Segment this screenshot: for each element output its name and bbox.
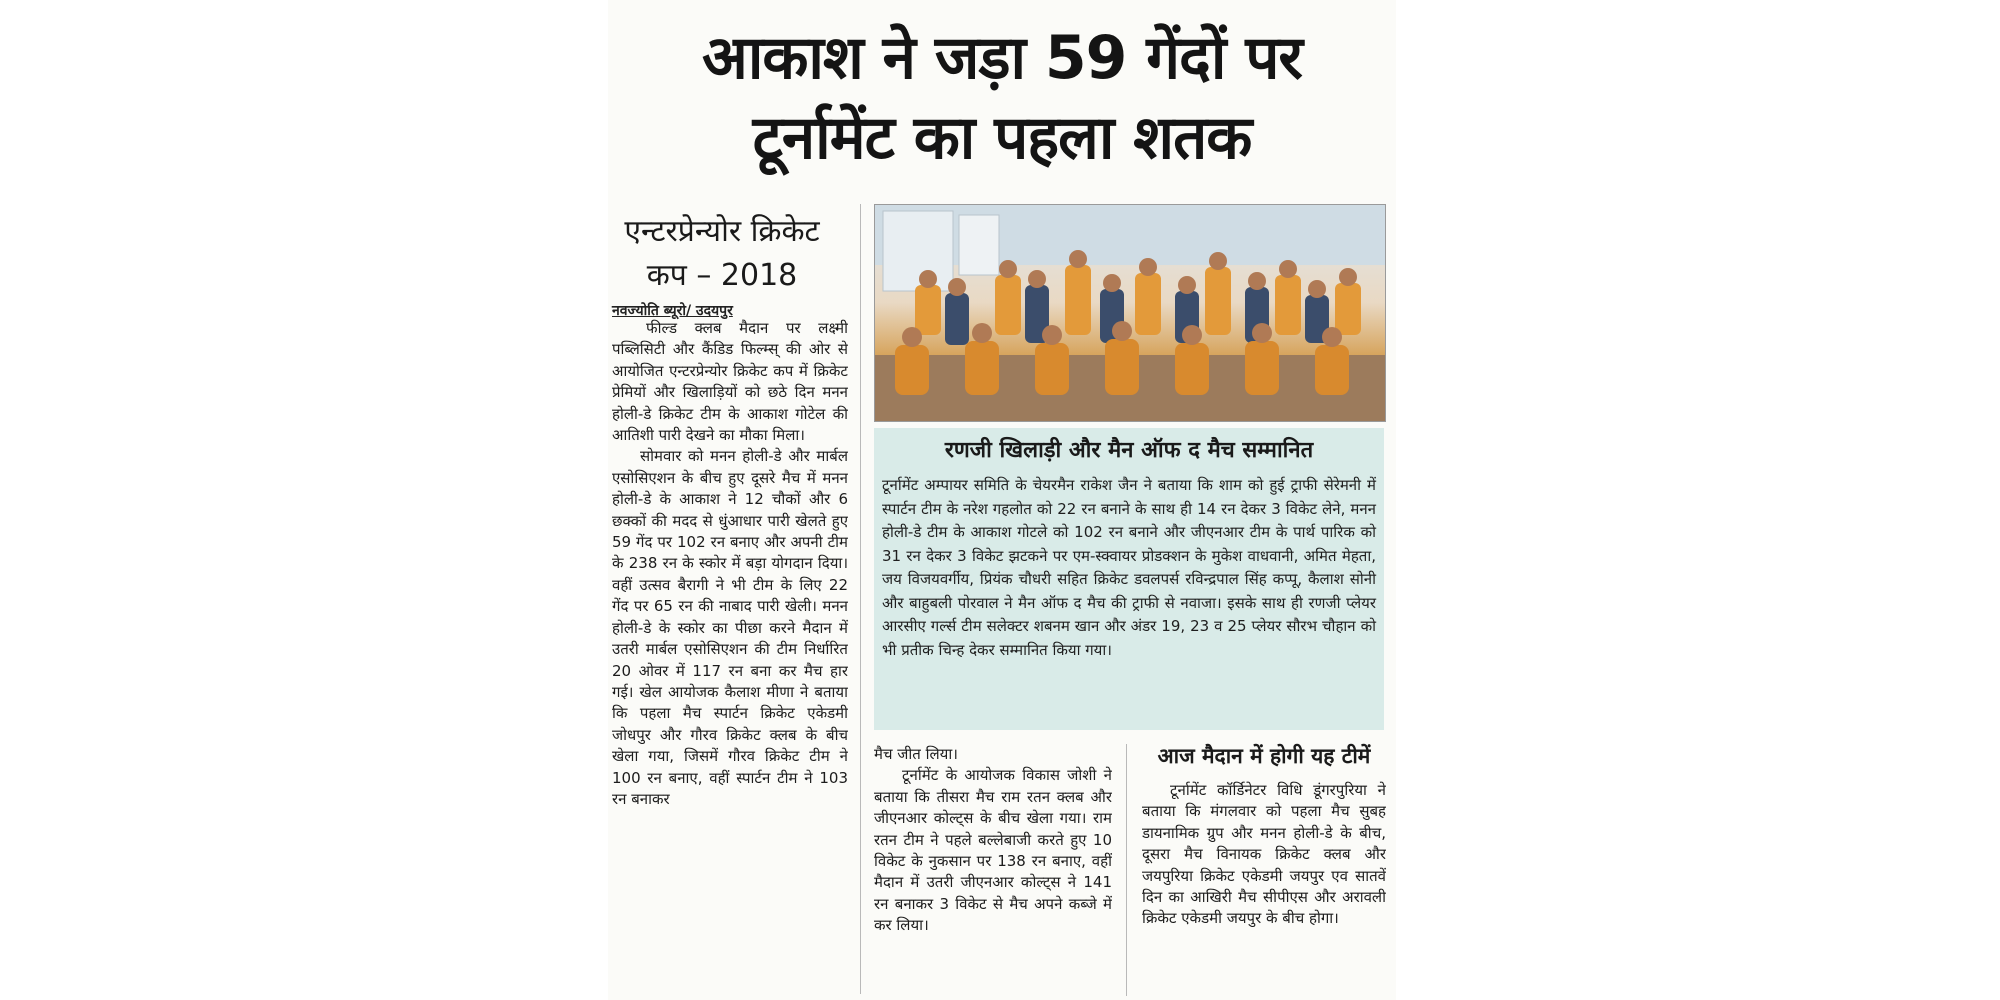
article-paragraph: टूर्नामेंट के आयोजक विकास जोशी ने बताया कि तीसरा मैच राम रतन क्लब और जीएनआर कोल्ट्स के बीच खेला गया। राम रतन टीम ने पहले बल्लेबाजी करते हुए 10 विकेट के नुकसान पर 138 रन बनाए, वहीं मैदान में उतरी जीएनआर कोल्ट्स ने 141 रन बनाकर 3 विकेट से मैच अपने कब्जे में कर लिया। [874, 766, 1112, 935]
headline-line-2: टूर्नामेंट का पहला शतक [752, 103, 1252, 173]
article-column-1 [612, 318, 848, 994]
teams-today-body [1142, 780, 1386, 996]
newspaper-clipping [608, 0, 1396, 1000]
article-paragraph: सोमवार को मनन होली-डे और मार्बल एसोसिएशन के बीच हुए दूसरे मैच में मनन होली-डे के आकाश ने 12 चौकों और 6 छक्कों की मदद से धुंआधार पारी खेलते हुए 59 गेंद पर 102 रन बनाए और अपनी टीम के 238 रन के स्कोर में बड़ा योगदान दिया। वहीं उत्सव बैरागी ने भी टीम के लिए 22 गेंद पर 65 रन की नाबाद पारी खेली। मनन होली-डे के स्कोर का पीछा करने मैदान में उतरी मार्बल एसोसिएशन की टीम निर्धारित 20 ओवर में 117 रन बना कर मैच हार गई। खेल आयोजक कैलाश मीणा ने बताया कि पहला मैच स्पार्टन क्रिकेट एकेडमी जोधपुर और गौरव क्रिकेट क्लब के बीच खेला गया, जिसमें गौरव क्रिकेट टीम ने 100 रन बनाए, वहीं स्पार्टन टीम ने 103 रन बनाकर [612, 447, 848, 808]
column-divider [860, 204, 861, 994]
teams-today-heading: आज मैदान में होगी यह टीमें [1157, 744, 1371, 768]
subheadline-line-2: कप – 2018 [646, 258, 798, 293]
team-photo-illustration [875, 205, 1385, 421]
sidebar-box [874, 428, 1384, 730]
article-paragraph: टूर्नामेंट कॉर्डिनेटर विधि डूंगरपुरिया ने बताया कि मंगलवार को पहला मैच सुबह डायनामिक ग्रुप और मनन होली-डे के बीच, दूसरा मैच विनायक क्रिकेट क्लब और जयपुरिया क्रिकेट एकेडमी जयपुर एव सातवें दिन का आखिरी मैच सीपीएस और अरावली क्रिकेट एकेडमी जयपुर के बीच होगा। [1142, 781, 1386, 928]
headline [608, 18, 1396, 178]
article-paragraph: फील्ड क्लब मैदान पर लक्ष्मी पब्लिसिटी और कैंडिड फिल्म्स् की ओर से आयोजित एन्टरप्रेन्योर क्रिकेट कप में क्रिकेट प्रेमियों और खिलाड़ियों को छठे दिन मनन होली-डे क्रिकेट टीम के आकाश गोटेल की आतिशी पारी देखने का मौका मिला। [612, 319, 848, 445]
subheadline [608, 210, 836, 298]
headline-line-1: आकाश ने जड़ा 59 गेंदों पर [702, 23, 1302, 93]
sidebar-box-title: रणजी खिलाड़ी और मैन ऑफ द मैच सम्मानित [944, 438, 1314, 463]
sidebar-box-body: टूर्नामेंट अम्पायर समिति के चेयरमैन राकेश जैन ने बताया कि शाम को हुई ट्राफी सेरेमनी में स्पार्टन टीम के नरेश गहलोत को 22 रन बनाने के साथ ही 14 रन देकर 3 विकेट लेने, मनन होली-डे टीम के आकाश गोटले को 102 रन बनाने और जीएनआर टीम के पार्थ पारिक को 31 रन देकर 3 विकेट झटकने पर एम-स्क्वायर प्रोडक्शन के मुकेश वाधवानी, अमित मेहता, जय विजयवर्गीय, प्रियंक चौधरी सहित क्रिकेट डवलपर्स रविन्द्रपाल सिंह कप्पू, कैलाश सोनी और बाहुबली पोरवाल ने मैन ऑफ द मैच की ट्राफी से नवाजा। इसके साथ ही रणजी प्लेयर आरसीए गर्ल्स टीम सलेक्टर शबनम खान और अंडर 19, 23 व 25 प्लेयर सौरभ चौहान को भी प्रतीक चिन्ह देकर सम्मानित किया गया। [882, 476, 1376, 659]
article-paragraph: मैच जीत लिया। [874, 745, 958, 763]
byline: नवज्योति ब्यूरो/ उदयपुर [612, 303, 733, 319]
subheadline-line-1: एन्टरप्रेन्योर क्रिकेट [624, 214, 820, 249]
team-photo [874, 204, 1386, 422]
column-divider [1126, 744, 1127, 996]
article-column-3 [874, 744, 1112, 996]
